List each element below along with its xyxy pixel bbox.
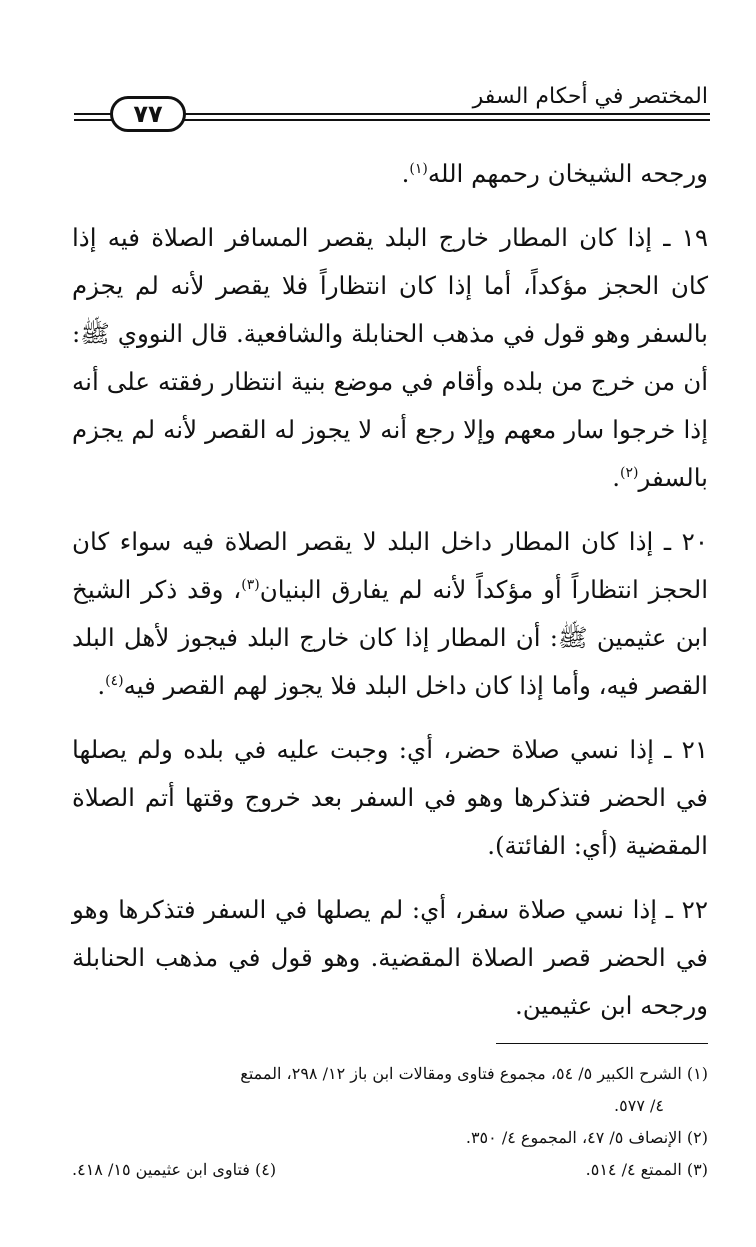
page-number: ٧٧ [110,96,186,132]
paragraph-19: ١٩ ـ إذا كان المطار خارج البلد يقصر المسافر الصلاة فيه إذا كان الحجز مؤكداً، أما إذا كان انتظاراً فلا يقصر لأنه لم يجزم بالسفر وهو قول في مذهب الحنابلة والشافعية. قال النووي ﷺ: أن من خرج من بلده وأقام في موضع بنية انتظار رفقته على أنه إذا خرجوا سار معهم وإلا رجع أنه لا يجوز له القصر لأنه لم يجزم بالسفر$^{(٢)}$. [72,223,708,492]
paragraph-22: ٢٢ ـ إذا نسي صلاة سفر، أي: لم يصلها في السفر فتذكرها وهو في الحضر قصر الصلاة المقضية. وهو قول في مذهب الحنابلة ورجحه ابن عثيمين. [72,895,708,1020]
footnote-4: (٤) فتاوى ابن عثيمين ١٥/ ٤١٨. [72,1160,277,1179]
footnote-ref-3: (٣) [241,576,260,593]
footnotes [72,1058,708,1186]
footnote-row-3-4 [72,1154,708,1186]
footnote-separator [496,1043,708,1044]
footnote-3: (٣) الممتع ٤/ ٥١٤. [585,1160,708,1179]
paragraph-21: ٢١ ـ إذا نسي صلاة حضر، أي: وجبت عليه في بلده ولم يصلها في الحضر فتذكرها وهو في السفر بعد خروج وقتها أتم الصلاة المقضية (أي: الفائتة). [72,735,708,860]
footnote-ref-1: (١) [409,160,428,177]
paragraph-20: ٢٠ ـ إذا كان المطار داخل البلد لا يقصر الصلاة فيه سواء كان الحجز انتظاراً أو مؤكداً لأنه لم يفارق البنيان$^{(٣)}$، وقد ذكر الشيخ ابن عثيمين ﷺ: أن المطار إذا كان خارج البلد فيجوز لأهل البلد القصر فيه، وأما إذا كان داخل البلد فلا يجوز لهم القصر فيه$^{(٤)}$. [72,527,709,700]
main-text [72,150,708,1030]
footnote-1: (١) الشرح الكبير ٥/ ٥٤، مجموع فتاوى ومقالات ابن باز ١٢/ ٢٩٨، الممتع [240,1064,708,1083]
footnote-ref-2: (٢) [620,464,639,481]
running-header-title: المختصر في أحكام السفر [472,84,708,109]
footnote-2: (٢) الإنصاف ٥/ ٤٧، المجموع ٤/ ٣٥٠. [465,1128,708,1147]
footnote-ref-4: (٤) [105,672,124,689]
paragraph-continuation: ورجحه الشيخان رحمهم الله$^{(١)}$. [401,159,708,188]
footnote-1-continuation: ٤/ ٥٧٧. [614,1096,664,1115]
